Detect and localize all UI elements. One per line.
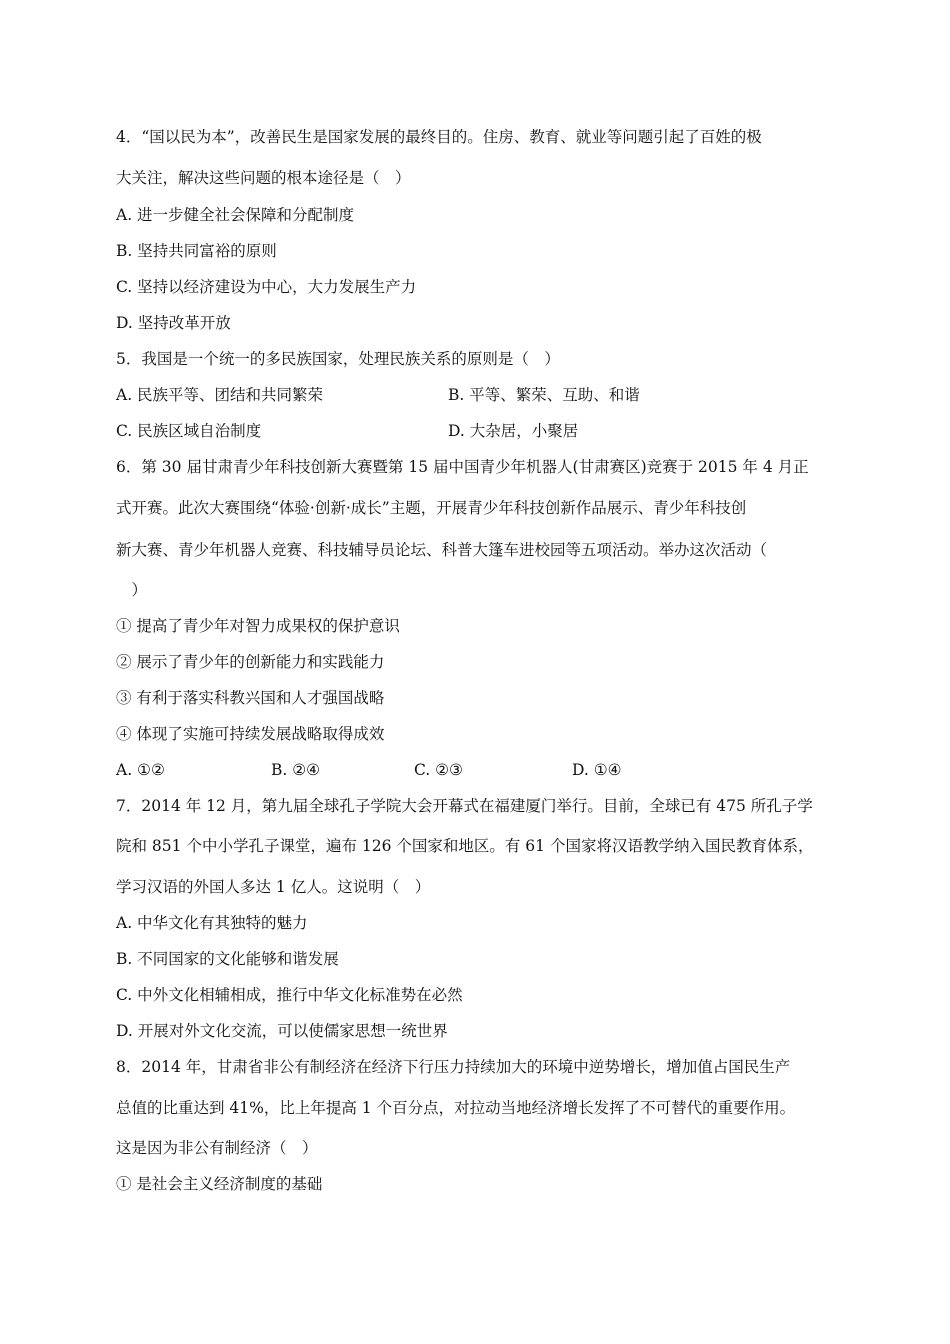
q7-option-a: A. 中华文化有其独特的魅力: [116, 914, 308, 932]
q6-option-d: D. ①④: [572, 761, 622, 779]
q4-option-d: D. 坚持改革开放: [116, 314, 231, 332]
q4-stem-line2: 大关注，解决这些问题的根本途径是（ ）: [116, 169, 411, 187]
q5-option-c: C. 民族区域自治制度: [116, 422, 262, 440]
q8-stem-line2: 总值的比重达到 41%，比上年提高 1 个百分点，对拉动当地经济增长发挥了不可替代的重要作用。: [116, 1099, 796, 1117]
q6-statement-3: ③ 有利于落实科教兴国和人才强国战略: [116, 689, 385, 707]
q6-stem-line1: 6．第 30 届甘肃青少年科技创新大赛暨第 15 届中国青少年机器人(甘肃赛区)竞赛于 2015 年 4 月正: [116, 458, 809, 476]
q6-stem-line4: ）: [116, 581, 148, 599]
q8-stem-line1: 8．2014 年，甘肃省非公有制经济在经济下行压力持续加大的环境中逆势增长，增加值占国民生产: [116, 1058, 791, 1076]
q5-option-a: A. 民族平等、团结和共同繁荣: [116, 386, 324, 404]
q4-stem-line1: 4．“国以民为本”，改善民生是国家发展的最终目的。住房、教育、就业等问题引起了百姓的极: [116, 128, 762, 146]
q7-option-d: D. 开展对外文化交流，可以使儒家思想一统世界: [116, 1022, 448, 1040]
q7-option-c: C. 中外文化相辅相成，推行中华文化标准势在必然: [116, 986, 463, 1004]
q5-option-b: B. 平等、繁荣、互助、和谐: [448, 386, 640, 404]
q6-option-a: A. ①②: [116, 761, 165, 779]
q8-statement-1: ① 是社会主义经济制度的基础: [116, 1175, 323, 1193]
q8-stem-line3: 这是因为非公有制经济（ ）: [116, 1139, 318, 1157]
q6-stem-line2: 式开赛。此次大赛围绕“体验·创新·成长”主题，开展青少年科技创新作品展示、青少年科技创: [116, 499, 747, 517]
q4-option-b: B. 坚持共同富裕的原则: [116, 242, 277, 260]
q7-stem-line1: 7．2014 年 12 月，第九届全球孔子学院大会开幕式在福建厦门举行。目前，全球已有 475 所孔子学: [116, 797, 813, 815]
q6-statement-2: ② 展示了青少年的创新能力和实践能力: [116, 653, 385, 671]
q6-statement-1: ① 提高了青少年对智力成果权的保护意识: [116, 617, 400, 635]
q6-option-b: B. ②④: [271, 761, 321, 779]
q7-stem-line3: 学习汉语的外国人多达 1 亿人。这说明（ ）: [116, 878, 431, 896]
q6-option-c: C. ②③: [414, 761, 463, 779]
q4-option-a: A. 进一步健全社会保障和分配制度: [116, 206, 355, 224]
q4-option-c: C. 坚持以经济建设为中心，大力发展生产力: [116, 278, 417, 296]
q5-option-d: D. 大杂居，小聚居: [448, 422, 579, 440]
q6-statement-4: ④ 体现了实施可持续发展战略取得成效: [116, 725, 385, 743]
q6-stem-line3: 新大赛、青少年机器人竞赛、科技辅导员论坛、科普大篷车进校园等五项活动。举办这次活动（: [116, 541, 768, 559]
q7-option-b: B. 不同国家的文化能够和谐发展: [116, 950, 339, 968]
q7-stem-line2: 院和 851 个中小学孔子课堂，遍布 126 个国家和地区。有 61 个国家将汉语教学纳入国民教育体系，: [116, 837, 814, 855]
q5-stem: 5．我国是一个统一的多民族国家，处理民族关系的原则是（ ）: [116, 350, 560, 368]
